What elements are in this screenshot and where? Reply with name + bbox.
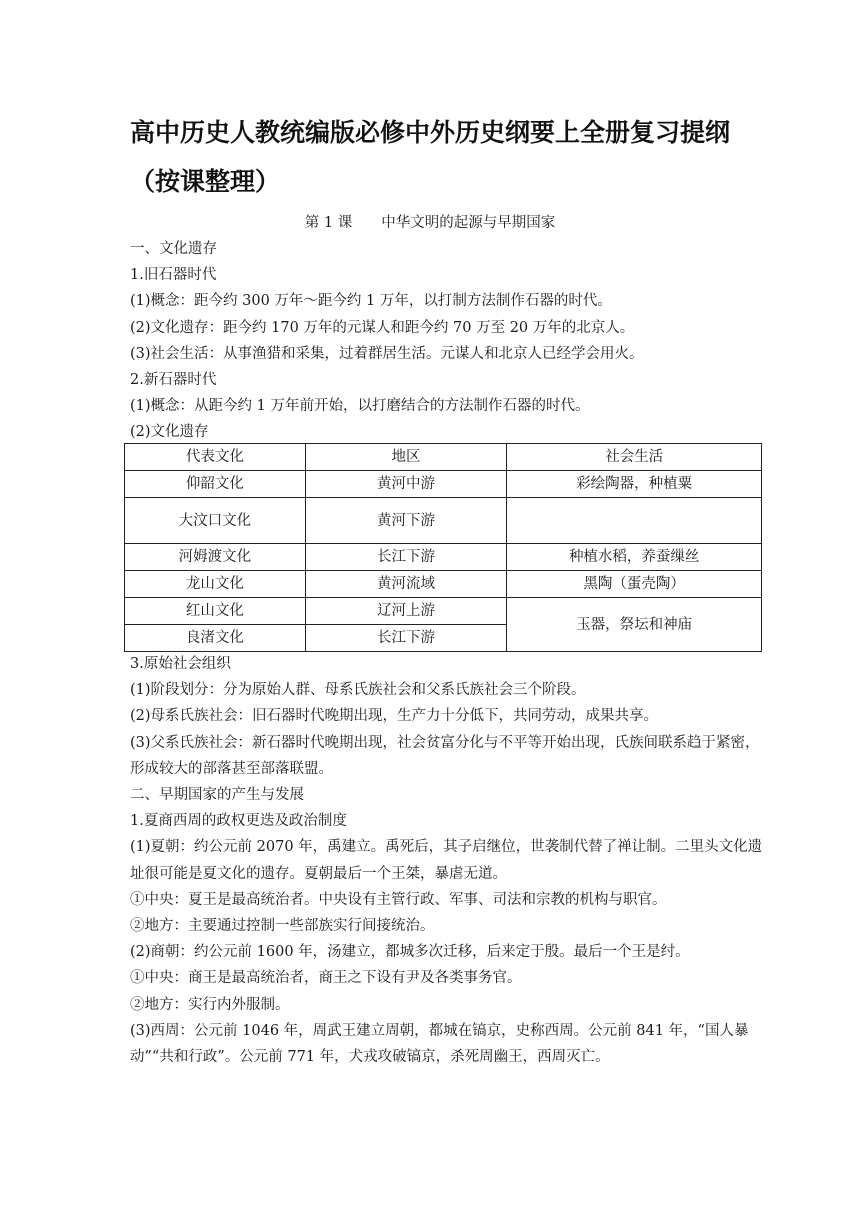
title-line-2: （按课整理） <box>130 167 281 196</box>
paragraph: (3)西周：公元前 1046 年，周武王建立周朝，都城在镐京，史称西周。公元前 841 年，“国人暴动”“共和行政”。公元前 771 年，犬戎攻破镐京，杀死周幽王，西周灭亡。 <box>130 1022 749 1065</box>
table-cell: 黄河下游 <box>305 498 507 544</box>
paragraph: (2)母系氏族社会：旧石器时代晚期出现，生产力十分低下，共同劳动，成果共享。 <box>130 708 659 725</box>
paragraph: (3)父系氏族社会：新石器时代晚期出现，社会贫富分化与不平等开始出现，氏族间联系趋于紧密，形成较大的部落甚至部落联盟。 <box>130 734 760 777</box>
document-title <box>130 108 750 206</box>
paragraph: (2)文化遗存 <box>130 424 209 441</box>
table-cell: 河姆渡文化 <box>125 544 306 571</box>
table-row <box>125 471 762 498</box>
section-1-block <box>130 236 770 446</box>
table-cell: 黑陶（蛋壳陶） <box>507 571 762 598</box>
table-cell: 辽河上游 <box>305 598 507 625</box>
section-heading: 二、早期国家的产生与发展 <box>130 786 304 803</box>
table-cell: 红山文化 <box>125 598 306 625</box>
section-1b-block <box>130 651 770 1070</box>
table-header-cell: 社会生活 <box>507 444 762 471</box>
table-cell: 仰韶文化 <box>125 471 306 498</box>
table-cell: 彩绘陶器，种植粟 <box>507 471 762 498</box>
table-cell-merged: 玉器，祭坛和神庙 <box>507 598 762 652</box>
table-cell: 种植水稻，养蚕缫丝 <box>507 544 762 571</box>
paragraph: ①中央：商王是最高统治者，商王之下设有尹及各类事务官。 <box>130 970 522 987</box>
table-header-cell: 地区 <box>305 444 507 471</box>
title-line-1: 高中历史人教统编版必修中外历史纲要上全册复习提纲 <box>130 118 731 147</box>
section-heading: 一、文化遗存 <box>130 241 217 257</box>
table-cell: 长江下游 <box>305 544 507 571</box>
paragraph: (1)概念：从距今约 1 万年前开始，以打磨结合的方法制作石器的时代。 <box>130 398 590 415</box>
subheading: 1.夏商西周的政权更迭及政治制度 <box>130 813 347 830</box>
table-row <box>125 598 762 625</box>
table-cell: 龙山文化 <box>125 571 306 598</box>
paragraph: ②地方：主要通过控制一些部族实行间接统治。 <box>130 917 435 934</box>
table-cell: 良渚文化 <box>125 625 306 652</box>
paragraph: ②地方：实行内外服制。 <box>130 996 290 1013</box>
table-cell: 长江下游 <box>305 625 507 652</box>
table-cell: 黄河中游 <box>305 471 507 498</box>
paragraph: (1)夏朝：约公元前 2070 年，禹建立。禹死后，其子启继位，世袭制代替了禅让制。二里头文化遗址很可能是夏文化的遗存。夏朝最后一个王桀，暴虐无道。 <box>130 839 763 882</box>
table-header-cell: 代表文化 <box>125 444 306 471</box>
paragraph: (1)概念：距今约 300 万年～距今约 1 万年，以打制方法制作石器的时代。 <box>130 293 612 310</box>
culture-table <box>124 443 762 652</box>
table-row <box>125 571 762 598</box>
paragraph: (1)阶段划分：分为原始人群、母系氏族社会和父系氏族社会三个阶段。 <box>130 682 586 699</box>
table-cell: 大汶口文化 <box>125 498 306 544</box>
table-row <box>125 544 762 571</box>
table-row <box>125 498 762 544</box>
paragraph: (2)文化遗存：距今约 170 万年的元谋人和距今约 70 万至 20 万年的北京人。 <box>130 319 635 336</box>
subheading: 2.新石器时代 <box>130 371 217 388</box>
table-cell: 黄河流域 <box>305 571 507 598</box>
subheading: 3.原始社会组织 <box>130 656 231 672</box>
table-cell <box>507 498 762 544</box>
paragraph: (2)商朝：约公元前 1600 年，汤建立，都城多次迁移，后来定于殷。最后一个王是纣。 <box>130 944 690 961</box>
paragraph: ①中央：夏王是最高统治者。中央设有主管行政、军事、司法和宗教的机构与职官。 <box>130 891 667 908</box>
lesson-heading: 第 1 课 中华文明的起源与早期国家 <box>304 215 556 231</box>
table-header-row <box>125 444 762 471</box>
subheading: 1.旧石器时代 <box>130 267 217 284</box>
paragraph: (3)社会生活：从事渔猎和采集，过着群居生活。元谋人和北京人已经学会用火。 <box>130 345 644 362</box>
